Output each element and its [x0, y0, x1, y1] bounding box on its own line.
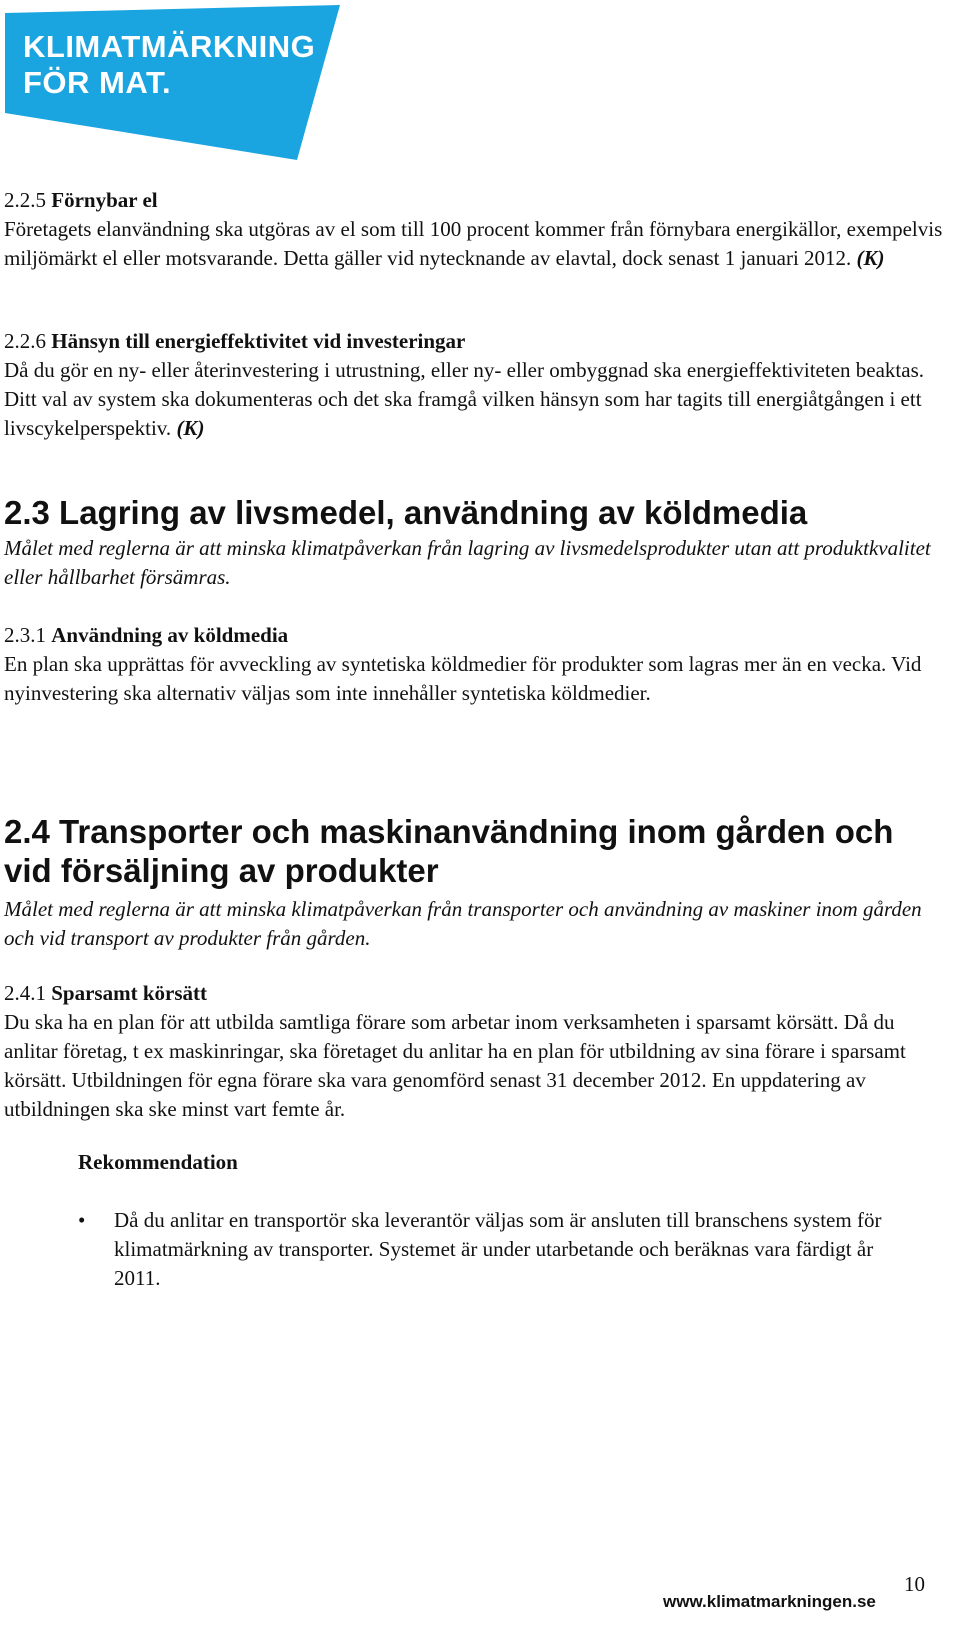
section-title	[4, 621, 944, 650]
section-intro: Målet med reglerna är att minska klimatpåverkan från lagring av livsmedelsprodukter utan att produktkvalitet eller hållbarhet försämras.	[4, 536, 931, 589]
section-intro: Målet med reglerna är att minska klimatpåverkan från transporter och användning av maskiner inom gården och vid transport av produkter från gården.	[4, 897, 922, 950]
page-number: 10	[904, 1572, 925, 1596]
section-body	[4, 356, 944, 443]
section-body: En plan ska upprättas för avveckling av syntetiska köldmedier för produkter som lagras mer än en vecka. Vid nyinvestering ska alternativ väljas som inte innehåller syntetiska köldmedier.	[4, 652, 922, 705]
section-2-3	[4, 493, 944, 592]
section-body-text: Då du gör en ny- eller återinvestering i utrustning, eller ny- eller ombyggnad ska energieffektiviteten beaktas. Ditt val av system ska dokumenteras och det ska framgå vilken hänsyn som har tagits till energiåtgången i ett livscykelperspektiv.	[4, 358, 925, 440]
list-item	[4, 1206, 944, 1293]
footer-url[interactable]: www.klimatmarkningen.se	[663, 1592, 876, 1611]
logo-line-2: FÖR MAT.	[23, 65, 172, 100]
recommendation-list	[4, 1206, 944, 1293]
section-title	[4, 186, 944, 215]
section-title-text: Hänsyn till energieffektivitet vid investeringar	[51, 329, 466, 353]
section-2-4-1	[4, 979, 944, 1124]
requirement-tag: (K)	[856, 246, 885, 270]
section-number: 2.3.1	[4, 623, 46, 647]
recommendation-heading-text: Rekommendation	[78, 1150, 238, 1174]
section-number: 2.2.5	[4, 188, 46, 212]
logo-line-1: KLIMATMÄRKNING	[23, 29, 316, 64]
section-2-3-1	[4, 621, 944, 708]
section-body	[4, 215, 944, 273]
section-heading: 2.3 Lagring av livsmedel, användning av köldmedia	[4, 494, 808, 531]
section-number: 2.2.6	[4, 329, 46, 353]
list-item-text: Då du anlitar en transportör ska leverantör väljas som är ansluten till branschens system för klimatmärkning av transporter. Systemet är under utarbetande och beräknas vara färdigt år 2011.	[114, 1208, 882, 1290]
recommendation-heading	[78, 1148, 960, 1177]
section-title	[4, 327, 944, 356]
section-title-text: Sparsamt körsätt	[51, 981, 207, 1005]
bullet-icon: •	[78, 1208, 86, 1232]
section-title-text: Förnybar el	[51, 188, 158, 212]
section-2-2-6	[4, 327, 944, 443]
section-number: 2.4.1	[4, 981, 46, 1005]
section-title	[4, 979, 944, 1008]
section-body: Du ska ha en plan för att utbilda samtliga förare som arbetar inom verksamheten i sparsamt körsätt. Då du anlitar företag, t ex maskinringar, ska företaget du anlitar ha en plan för utbildning av sina förare i sparsamt körsätt. Utbildningen för egna förare ska vara genomförd senast 31 december 2012. En uppdatering av utbildningen ska ske minst vart femte år.	[4, 1010, 906, 1121]
section-heading: 2.4 Transporter och maskinanvändning inom gården och vid försäljning av produkter	[4, 813, 894, 889]
logo-wordmark	[23, 29, 315, 101]
logo	[5, 5, 345, 160]
requirement-tag: (K)	[176, 416, 205, 440]
section-2-4	[4, 812, 944, 953]
section-2-2-5	[4, 186, 944, 273]
section-body-text: Företagets elanvändning ska utgöras av el som till 100 procent kommer från förnybara energikällor, exempelvis miljömärkt el eller motsvarande. Detta gäller vid nytecknande av elavtal, dock senast 1 januari 2012.	[4, 217, 943, 270]
section-title-text: Användning av köldmedia	[51, 623, 289, 647]
